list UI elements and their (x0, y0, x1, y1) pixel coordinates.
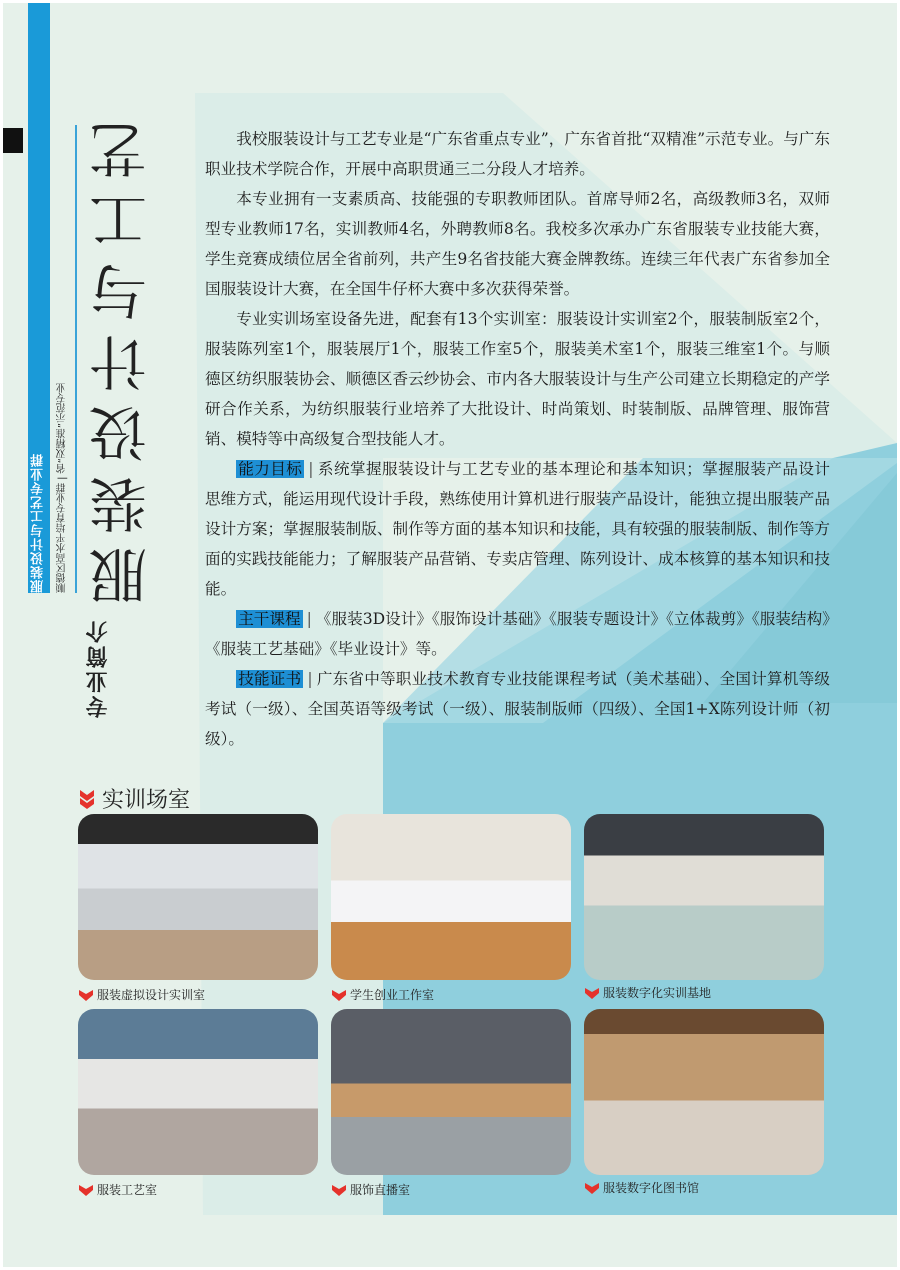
photo-caption (585, 1179, 699, 1196)
tag-text: 广东省中等职业技术教育专业技能课程考试（美术基础）、全国计算机等级考试（一级）、全国英语等级考试（一级）、服装制版师（四级）、全国1+X陈列设计师（初级）。 (205, 670, 830, 748)
photo-virtual-design-lab (78, 814, 318, 980)
paragraph: 专业实训场室设备先进，配套有13个实训室：服装设计实训室2个，服装制版室2个，服装陈列室1个，服装展厅1个，服装工作室5个，服装美术室1个，服装三维室1个。与顺德区纺织服装协会、顺德区香云纱协会、市内各大服装设计与生产公司建立长期稳定的产学研合作关系，为纺织服装行业培养了大批设计、时尚策划、时装制版、品牌管理、服饰营销、模特等中高级复合型技能人才。 (205, 310, 830, 448)
photo-caption (332, 986, 434, 1003)
caption-text: 服装数字化实训基地 (603, 986, 712, 1000)
group-label: 服装设计与工艺专业群 (31, 453, 46, 593)
brochure-page (3, 3, 897, 1267)
photo-caption (79, 986, 205, 1003)
divider-line (75, 125, 77, 593)
photo-caption (79, 1181, 157, 1198)
tag-text: 《服装3D设计》《服饰设计基础》《服装专题设计》《立体裁剪》《服装结构》《服装工艺基础》《毕业设计》等。 (205, 610, 830, 658)
photo-digital-training-base (584, 814, 824, 980)
caption-text: 服装数字化图书馆 (603, 1181, 700, 1195)
heart-icon (332, 988, 346, 1002)
tag-text: 系统掌握服装设计与工艺专业的基本理论和基本知识；掌握服装产品设计思维方式，能运用现代设计手段，熟练使用计算机进行服装产品设计，能独立提出服装产品设计方案；掌握服装制版、制作等方面的基本知识和技能，具有较强的服装制版、制作等方面的实践技能能力；了解服装产品营销、专卖店管理、陈列设计、成本核算的基本知识和技能。 (205, 460, 830, 598)
page-title: 服装设计与工艺 (89, 108, 157, 605)
caption-text: 服装虚拟设计实训室 (97, 988, 206, 1002)
separator: | (307, 670, 313, 688)
ability-goals (205, 454, 830, 604)
heart-icon (585, 1181, 599, 1195)
photo-caption (332, 1181, 410, 1198)
caption-text: 学生创业工作室 (350, 988, 435, 1002)
facilities-heading-text: 实训场室 (102, 788, 191, 813)
heart-icon (79, 1183, 93, 1197)
chevron-badge-icon (78, 788, 96, 810)
heart-icon (332, 1183, 346, 1197)
facilities-heading (78, 783, 190, 814)
tag-label: 能力目标 (238, 460, 303, 478)
photo-student-startup-studio (331, 814, 571, 980)
separator: | (306, 610, 312, 628)
photo-caption (585, 984, 711, 1001)
photo-live-stream-room (331, 1009, 571, 1175)
photo-digital-library (584, 1009, 824, 1175)
tag-label: 技能证书 (238, 670, 302, 688)
certificates (205, 664, 830, 754)
page-marker (3, 128, 23, 153)
tag-label: 主干课程 (238, 610, 301, 628)
photo-craft-room (78, 1009, 318, 1175)
body-text (205, 124, 830, 754)
heart-icon (79, 988, 93, 1002)
caption-text: 服装工艺室 (97, 1183, 158, 1197)
paragraph: 本专业拥有一支素质高、技能强的专职教师团队。首席导师2名，高级教师3名，双师型专业教师17名，实训教师4名，外聘教师8名。我校多次承办广东省服装专业技能大赛，学生竞赛成绩位居全省前列，共产生9名省技能大赛金牌教练。连续三年代表广东省参加全国服装设计大赛，在全国牛仔杯大赛中多次获得荣誉。 (205, 190, 830, 298)
subtitle: 顺德区高水平培育专业群 | 省“双精准”示范专业 (57, 382, 68, 593)
paragraph: 我校服装设计与工艺专业是“广东省重点专业”，广东省首批“双精准”示范专业。与广东职业技术学院合作，开展中高职贯通三二分段人才培养。 (205, 130, 830, 178)
separator: | (308, 460, 314, 478)
caption-text: 服饰直播室 (350, 1183, 411, 1197)
heart-icon (585, 986, 599, 1000)
section-label: 专业简介 (86, 618, 111, 718)
core-courses (205, 604, 830, 664)
